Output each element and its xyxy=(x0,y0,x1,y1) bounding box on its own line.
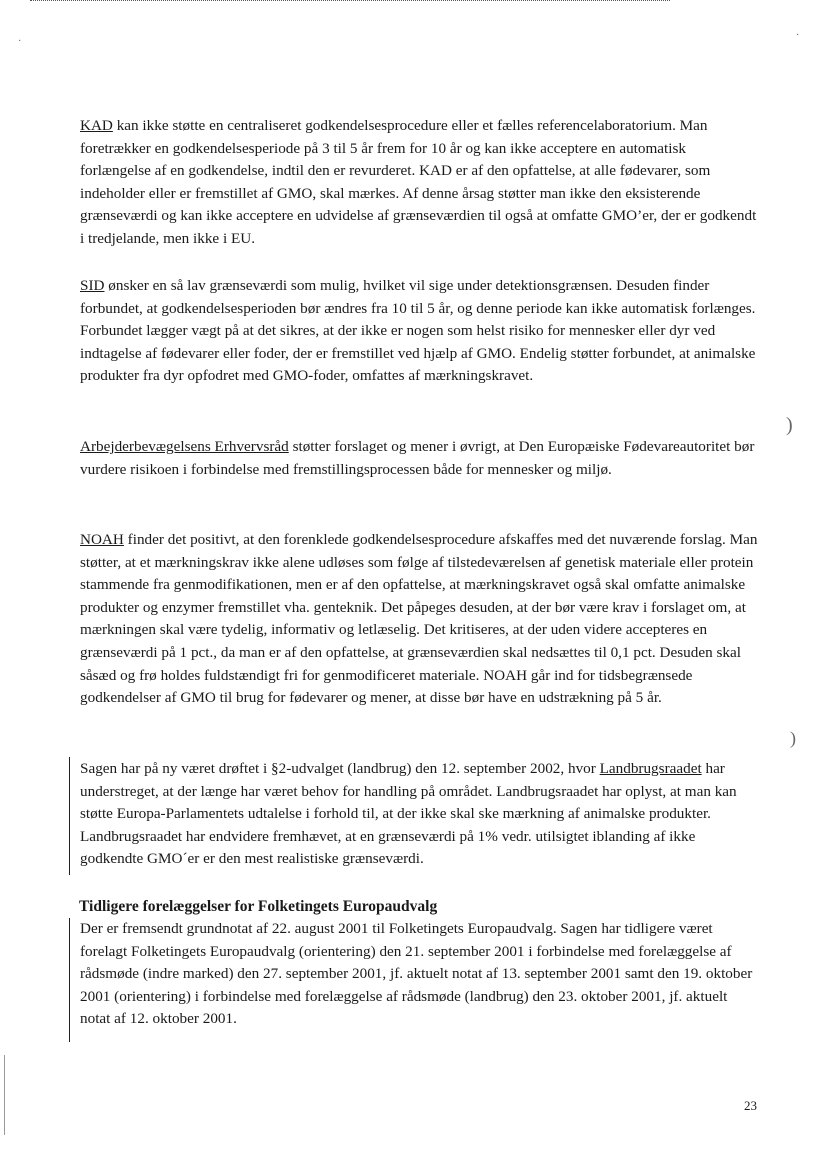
paragraph-sid xyxy=(80,275,760,388)
paragraph-ae xyxy=(80,436,760,481)
paragraph-text: ønsker en så lav grænseværdi som mulig, hvilket vil sige under detektionsgrænsen. Desuden finder forbundet, at godkendelsesperioden bør ændres fra 10 til 5 år, og denne periode kan ikke automatisk forlænges. Forbundet lægger vægt på at det sikres, at der ikke er nogen som helst risiko for mennesker eller dyr ved indtagelse af fødevarer eller foder, der er fremstillet ved hjælp af GMO. Endelig støtter forbundet, at animalske produkter fra dyr opfodret med GMO-foder, omfattes af mærkningskravet. xyxy=(80,277,756,385)
org-name-kad: KAD xyxy=(80,117,113,134)
top-scan-rule xyxy=(30,0,670,1)
paragraph-text: finder det positivt, at den forenklede godkendelsesprocedure afskaffes med det nuværende forslag. Man støtter, at et mærkningskrav ikke alene udløses som følge af tilstedeværelsen af genetisk materiale eller protein stammende fra genmodifikationen, men er af den opfattelse, at mærkningskravet også skal omfatte animalske produkter og enzymer fremstillet vha. genteknik. Det påpeges desuden, at der bør være krav i forslaget om, at mærkningen skal være tydelig, informativ og letlæselig. Det kritiseres, at der uden videre accepteres en grænseværdi på 1 pct., da man er af den opfattelse, at grænseværdien skal nedsættes til 0,1 pct. Desuden skal såsæd og frø holdes fuldstændigt fri for genmodificeret materiale. NOAH går ind for tidsbegrænsede godkendelser af GMO til brug for fødevarer og mener, at disse bør have en udstrækning på 5 år. xyxy=(80,531,758,707)
scan-bracket-mark: ) xyxy=(790,728,796,748)
paragraph-text: kan ikke støtte en centraliseret godkendelsesprocedure eller et fælles referencelaboratorium. Man foretrækker en godkendelsesperiode på 3 til 5 år frem for 10 år og kan ikke acceptere en automatisk forlængelse af en godkendelse, indtil den er revurderet. KAD er af den opfattelse, at alle fødevarer, som indeholder eller er fremstillet af GMO, skal mærkes. Af denne årsag støtter man ikke den eksisterende grænseværdi og kan ikke acceptere en udvidelse af grænseværdien til også at omfatte GMO’er, der er godkendt i tredjelande, men ikke i EU. xyxy=(80,117,757,247)
change-bar xyxy=(69,757,70,875)
scan-bracket-mark: ) xyxy=(786,414,793,436)
paragraph-text: Sagen har på ny været drøftet i §2-udvalget (landbrug) den 12. september 2002, hvor xyxy=(80,760,600,777)
paragraph-noah xyxy=(80,529,760,710)
paragraph-section: Der er fremsendt grundnotat af 22. august 2001 til Folketingets Europaudvalg. Sagen har tidligere været forelagt Folketingets Europaudvalg (orientering) den 21. september 2001 i forbindelse med forelæggelse af rådsmøde (indre marked) den 27. september 2001, jf. aktuelt notat af 13. september 2001 samt den 19. oktober 2001 (orientering) i forbindelse med forelæggelse af rådsmøde (landbrug) den 23. oktober 2001, jf. aktuelt notat af 12. oktober 2001. xyxy=(80,920,753,1028)
org-name-sid: SID xyxy=(80,277,105,294)
paragraph-landbrug xyxy=(80,758,760,871)
scan-dot-mark: · xyxy=(796,30,800,41)
section-heading: Tidligere forelæggelser for Folketingets Europaudvalg xyxy=(79,898,438,915)
change-bar xyxy=(69,918,70,1042)
org-name-noah: NOAH xyxy=(80,531,124,548)
page-number: 23 xyxy=(744,1098,757,1113)
paragraph-text: har understreget, at der længe har været behov for handling på området. Landbrugsraadet har oplyst, at man kan støtte Europa-Parlamentets udtalelse i forhold til, at der ikke skal ske mærkning af animalske produkter. Landbrugsraadet har endvidere fremhævet, at en grænseværdi på 1% vedr. utilsigtet iblanding af ikke godkendte GMO´er er den mest realistiske grænseværdi. xyxy=(80,760,737,868)
org-name-landbrugsraadet: Landbrugsraadet xyxy=(599,760,702,777)
paragraph-text: støtter forslaget og mener i øvrigt, at Den Europæiske Fødevareautoritet bør vurdere risikoen i forbindelse med fremstillingsprocessen både for mennesker og miljø. xyxy=(80,438,755,478)
scan-dot-mark: · xyxy=(18,36,22,47)
paragraph-kad xyxy=(80,115,760,251)
scan-edge-line xyxy=(4,1055,5,1135)
org-name-ae: Arbejderbevægelsens Erhvervsråd xyxy=(80,438,289,455)
